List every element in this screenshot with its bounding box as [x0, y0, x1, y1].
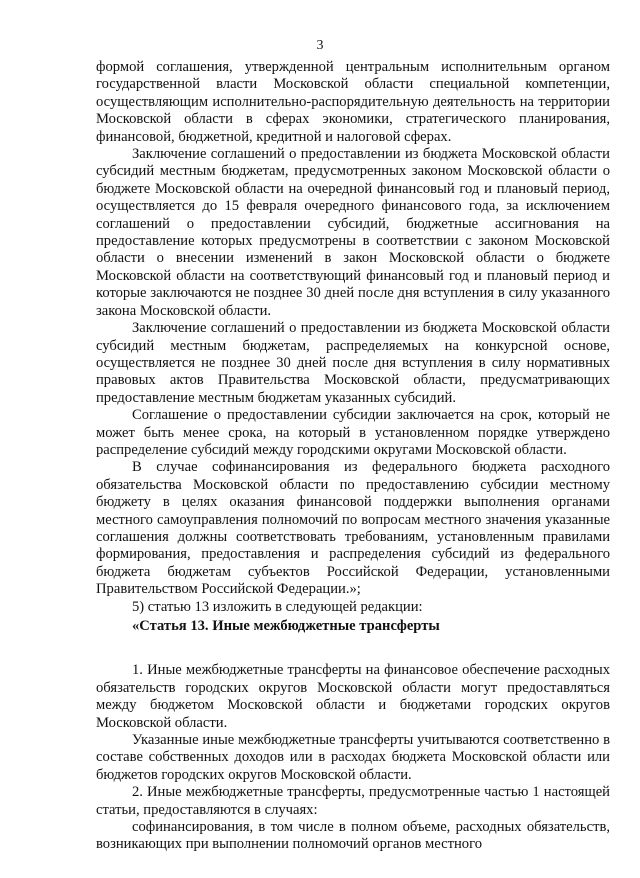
paragraph: Заключение соглашений о предоставлении из бюджета Московской области субсидий местным бюджетам, распределяемых на конкурсной основе, осуществляется не позднее 30 дней после дня вступления в силу нормативных правовых актов Правительства Московской области, предусматривающих предоставление местным бюджетам указанных субсидий.: [96, 320, 610, 406]
article-paragraph: софинансирования, в том числе в полном объеме, расходных обязательств, возникающих при выполнении полномочий органов местного: [96, 819, 610, 853]
article-paragraph: Указанные иные межбюджетные трансферты учитываются соответственно в составе собственных доходов или в расходах бюджета Московской области или бюджетов городских округов Московской области.: [96, 732, 610, 783]
paragraph: Заключение соглашений о предоставлении из бюджета Московской области субсидий местным бюджетам, предусмотренных законом Московской области о бюджете Московской области на очередной финансовый год и плановый период, осуществляется до 15 февраля очередного финансового года, за исключением соглашений о предоставлении субсидий, бюджетные ассигнования на предоставление которых предусмотрены в соответствии с законом Московской области о внесении изменений в закон Московской области о бюджете Московской области на соответствующий финансовый год и плановый период и которые заключаются не позднее 30 дней после дня вступления в силу указанного закона Московской области.: [96, 146, 610, 319]
paragraph: Соглашение о предоставлении субсидии заключается на срок, который не может быть менее срока, на который в установленном порядке утверждено распределение субсидий между городскими округами Московской области.: [96, 407, 610, 458]
spacer: [96, 635, 610, 662]
paragraph: В случае софинансирования из федерального бюджета расходного обязательства Московской области по предоставлению субсидии местному бюджету в целях оказания финансовой поддержки выполнения органами местного самоуправления полномочий по вопросам местного значения указанные соглашения должны соответствовать требованиям, установленным правилами формирования, предоставления и распределения субсидий из федерального бюджета бюджетам субъектов Российской Федерации, установленными Правительством Российской Федерации.»;: [96, 459, 610, 598]
article-paragraph: 2. Иные межбюджетные трансферты, предусмотренные частью 1 настоящей статьи, предоставляются в случаях:: [96, 784, 610, 818]
page-number: 3: [316, 38, 324, 53]
article-paragraph: 1. Иные межбюджетные трансферты на финансовое обеспечение расходных обязательств городских округов Московской области могут предоставляться между бюджетом Московской области и бюджетами городских округов Московской области.: [96, 662, 610, 731]
document-body: [96, 59, 610, 854]
paragraph: 5) статью 13 изложить в следующей редакции:: [132, 598, 423, 615]
paragraph-continuation: формой соглашения, утвержденной центральным исполнительным органом государственной власти Московской области специальной компетенции, осуществляющим исполнительно-распорядительную деятельность на территории Московской области в сферах экономики, стратегического планирования, финансовой, бюджетной, кредитной и налоговой сферах.: [96, 59, 610, 145]
article-heading: «Статья 13. Иные межбюджетные трансферты: [132, 618, 440, 634]
